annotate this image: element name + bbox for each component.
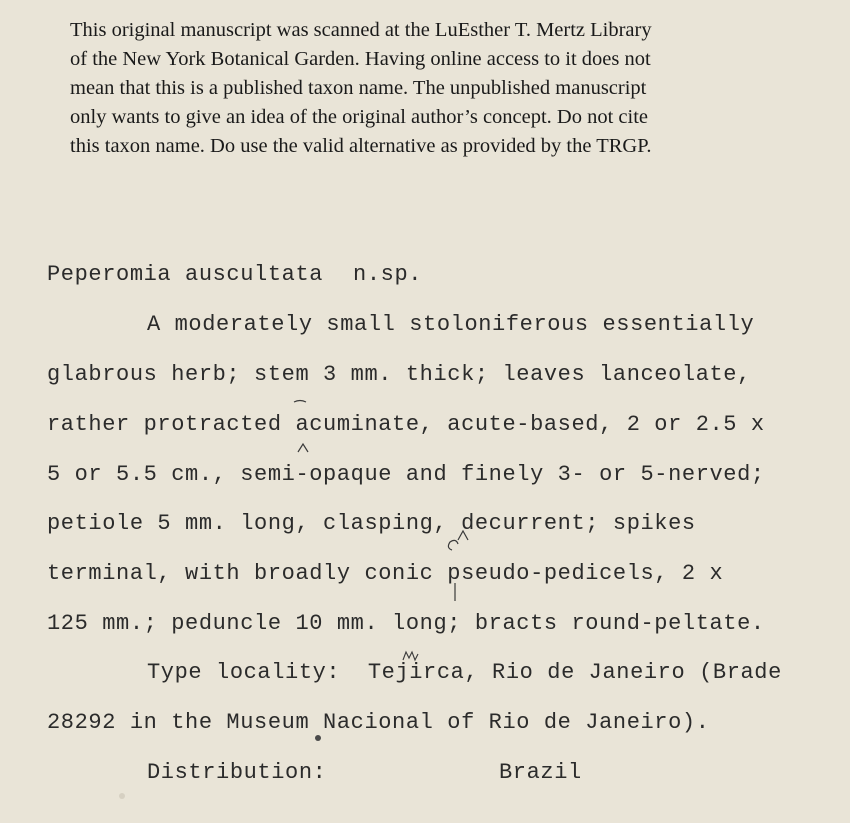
notice-line: only wants to give an idea of the original author’s concept. Do not cite: [70, 106, 649, 128]
description-line: terminal, with broadly conic pseudo-pedicels, 2 x: [47, 561, 724, 586]
distribution-label: Distribution:: [147, 760, 327, 785]
species-name: Peperomia auscultata: [47, 262, 324, 287]
description-line: A moderately small stoloniferous essentially: [147, 312, 755, 337]
description-line: petiole 5 mm. long, clasping, decurrent; spikes: [47, 511, 696, 536]
paper-spot: [119, 793, 125, 799]
description-line: rather protracted acuminate, acute-based, 2 or 2.5 x: [47, 412, 765, 437]
pencil-caret-mark: [458, 531, 468, 540]
description-line: 125 mm.; peduncle 10 mm. long; bracts round-peltate.: [47, 611, 765, 636]
species-status: n.sp.: [353, 262, 423, 287]
notice-line: of the New York Botanical Garden. Having online access to it does not: [70, 48, 651, 70]
description-line: 5 or 5.5 cm., semi-opaque and finely 3- or 5-nerved;: [47, 462, 765, 487]
ink-blot: [315, 735, 321, 741]
pencil-tilde-mark: [294, 401, 306, 403]
distribution-value: Brazil: [499, 760, 582, 785]
pencil-letter-mark: [448, 540, 458, 550]
pencil-caret-mark: [298, 444, 308, 452]
pencil-insertion-mark: [403, 652, 418, 660]
notice-line: this taxon name. Do use the valid alternative as provided by the TRGP.: [70, 135, 652, 157]
description-line: glabrous herb; stem 3 mm. thick; leaves lanceolate,: [47, 362, 751, 387]
notice-line: mean that this is a published taxon name. The unpublished manuscript: [70, 77, 647, 99]
type-locality-line: Type locality: Tejirca, Rio de Janeiro (Brade: [147, 660, 782, 685]
notice-line: This original manuscript was scanned at the LuEsther T. Mertz Library: [70, 19, 652, 41]
type-locality-line: 28292 in the Museum Nacional of Rio de Janeiro).: [47, 710, 710, 735]
